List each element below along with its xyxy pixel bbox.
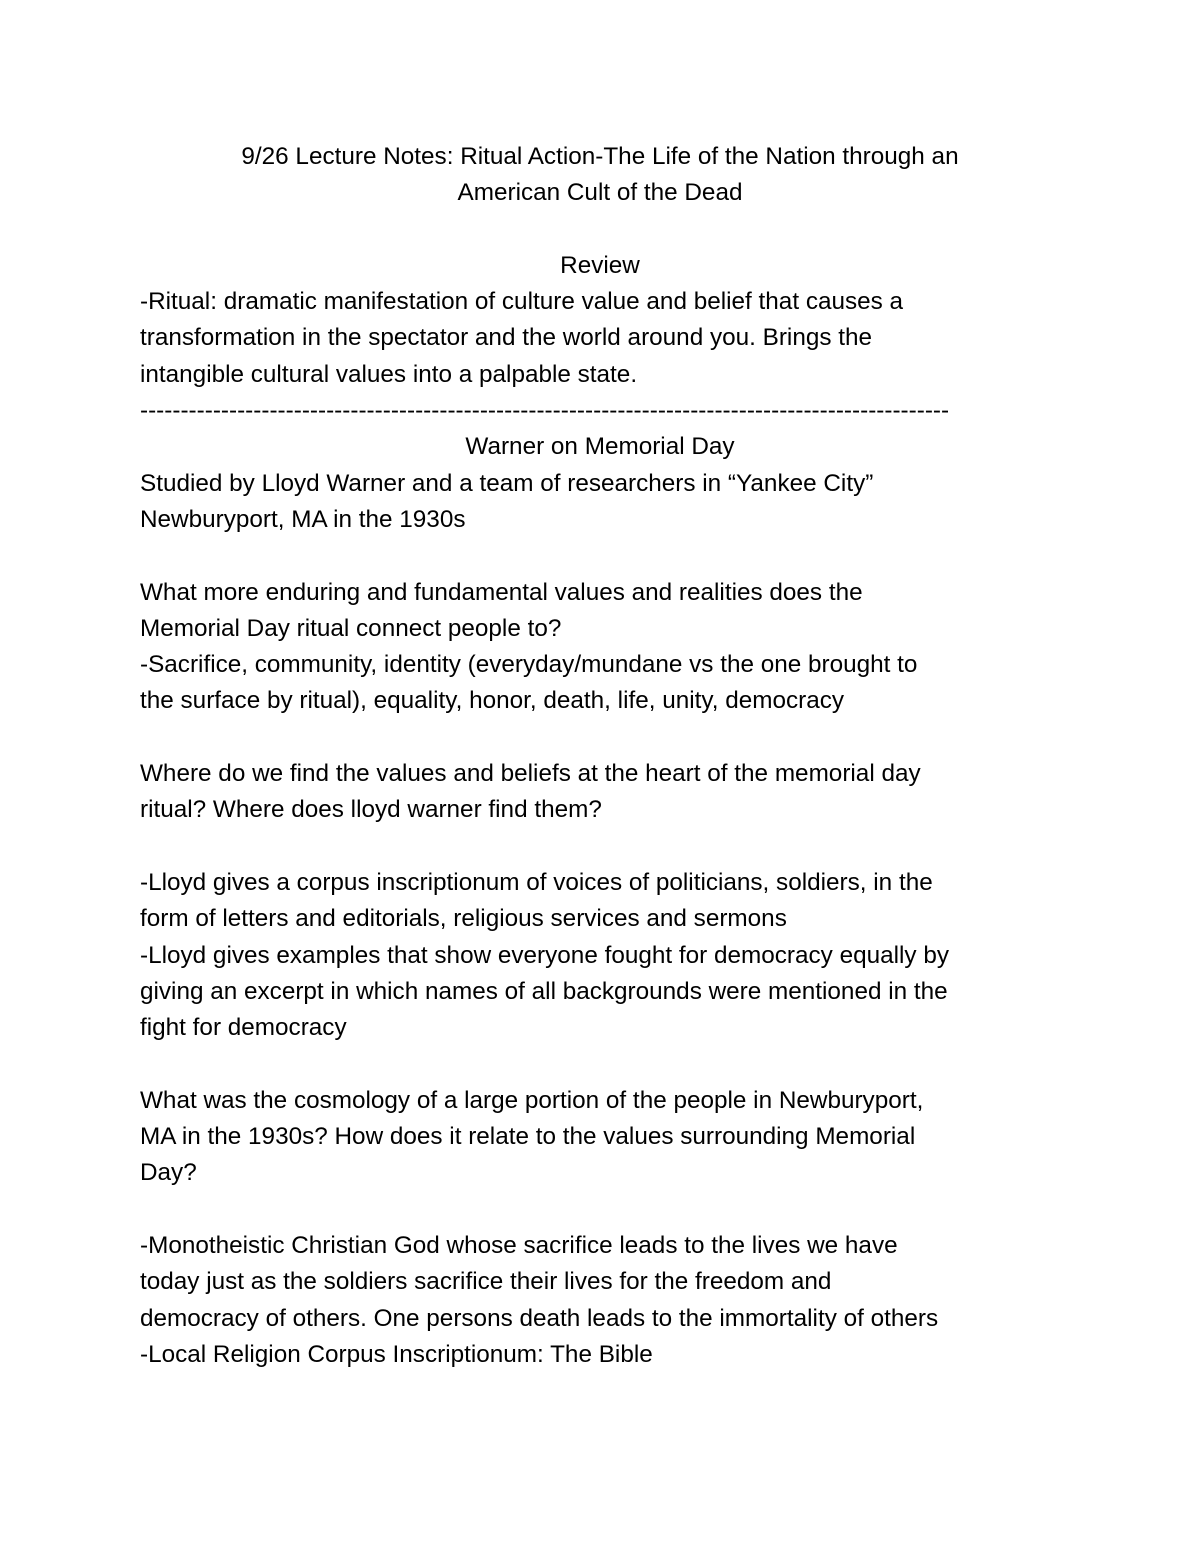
question-1-line: Memorial Day ritual connect people to?: [140, 614, 562, 642]
review-line: intangible cultural values into a palpable state.: [140, 360, 638, 388]
answer-3-line: -Monotheistic Christian God whose sacrifice leads to the lives we have: [140, 1231, 898, 1259]
answer-1-line: -Sacrifice, community, identity (everyday/mundane vs the one brought to: [140, 651, 918, 679]
answer-2-line: fight for democracy: [140, 1014, 347, 1042]
review-line: -Ritual: dramatic manifestation of culture value and belief that causes a: [140, 288, 904, 316]
answer-3-line: democracy of others. One persons death leads to the immortality of others: [140, 1304, 939, 1332]
answer-2-line: form of letters and editorials, religious services and sermons: [140, 905, 787, 933]
question-1-line: What more enduring and fundamental values and realities does the: [140, 578, 863, 606]
review-heading: Review: [560, 251, 640, 279]
answer-2-line: -Lloyd gives a corpus inscriptionum of voices of politicians, soldiers, in the: [140, 868, 933, 896]
warner-intro-line: Studied by Lloyd Warner and a team of researchers in “Yankee City”: [140, 469, 874, 497]
answer-2-line: giving an excerpt in which names of all backgrounds were mentioned in the: [140, 977, 948, 1005]
blank-line: [140, 829, 1060, 865]
question-2-line: ritual? Where does lloyd warner find them?: [140, 796, 602, 824]
answer-2-line: -Lloyd gives examples that show everyone fought for democracy equally by: [140, 941, 949, 969]
title-line-2: American Cult of the Dead: [457, 179, 743, 207]
title-line-1: 9/26 Lecture Notes: Ritual Action-The Life of the Nation through an: [241, 143, 959, 170]
answer-3-line: -Local Religion Corpus Inscriptionum: The Bible: [140, 1340, 653, 1368]
blank-line: [140, 212, 1060, 248]
warner-heading: Warner on Memorial Day: [465, 433, 735, 461]
blank-line: [140, 1046, 1060, 1082]
answer-3-line: today just as the soldiers sacrifice their lives for the freedom and: [140, 1268, 832, 1296]
review-line: transformation in the spectator and the world around you. Brings the: [140, 324, 873, 352]
document-body: [140, 139, 1060, 1373]
blank-line: [140, 720, 1060, 756]
question-3-line: MA in the 1930s? How does it relate to the values surrounding Memorial: [140, 1123, 916, 1151]
question-3-line: Day?: [140, 1159, 197, 1187]
question-2-line: Where do we find the values and beliefs at the heart of the memorial day: [140, 760, 921, 788]
blank-line: [140, 538, 1060, 574]
question-3-line: What was the cosmology of a large portion of the people in Newburyport,: [140, 1086, 924, 1114]
answer-1-line: the surface by ritual), equality, honor, death, life, unity, democracy: [140, 687, 845, 715]
warner-intro-line: Newburyport, MA in the 1930s: [140, 505, 466, 533]
blank-line: [140, 1192, 1060, 1228]
dashed-divider: ----------------------------------------------------------------------------------------------------: [140, 397, 950, 425]
